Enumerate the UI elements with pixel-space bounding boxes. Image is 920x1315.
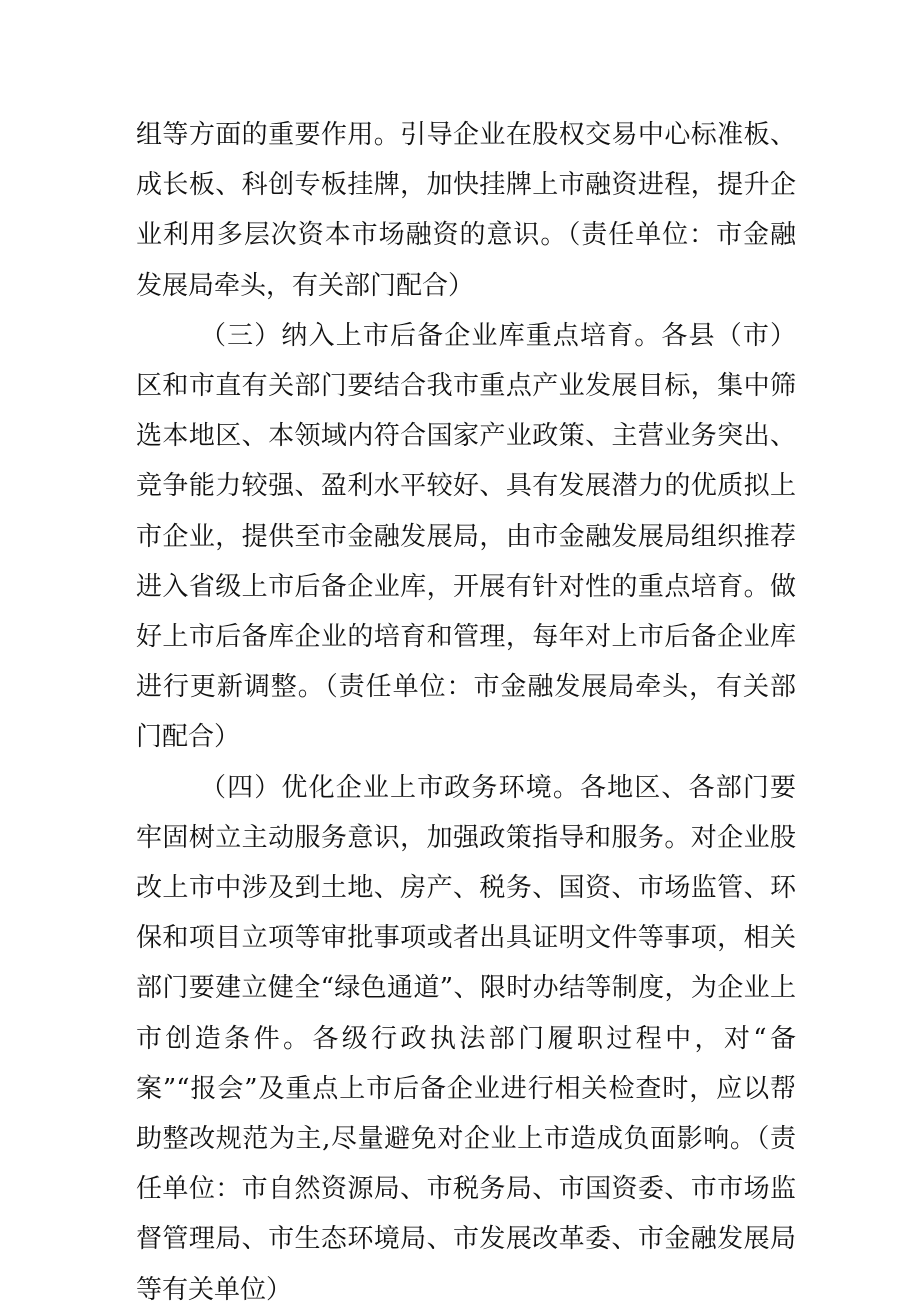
paragraph-continuation: 组等方面的重要作用。引导企业在股权交易中心标准板、成长板、科创专板挂牌，加快挂牌上市融资进程，提升企业利用多层次资本市场融资的意识。（责任单位：市金融发展局牵头，有关部门配合） [136,120,796,301]
paragraph-item-4: （四）优化企业上市政务环境。各地区、各部门要牢固树立主动服务意识，加强政策指导和服务。对企业股改上市中涉及到土地、房产、税务、国资、市场监管、环保和项目立项等审批事项或者出具证明文件等事项，相关部门要建立健全“绿色通道”、限时办结等制度，为企业上市创造条件。各级行政执法部门履职过程中，对“备案”“报会”及重点上市后备企业进行相关检查时，应以帮助整改规范为主,尽量避免对企业上市造成负面影响。（责任单位：市自然资源局、市税务局、市国资委、市市场监督管理局、市生态环境局、市发展改革委、市金融发展局等有关单位） [136,772,796,1305]
paragraph-item-3: （三）纳入上市后备企业库重点培育。各县（市）区和市直有关部门要结合我市重点产业发展目标，集中筛选本地区、本领域内符合国家产业政策、主营业务突出、竞争能力较强、盈利水平较好、具有发展潜力的优质拟上市企业，提供至市金融发展局，由市金融发展局组织推荐进入省级上市后备企业库，开展有针对性的重点培育。做好上市后备库企业的培育和管理，每年对上市后备企业库进行更新调整。（责任单位：市金融发展局牵头，有关部门配合） [136,320,796,753]
document-body [136,110,796,1315]
